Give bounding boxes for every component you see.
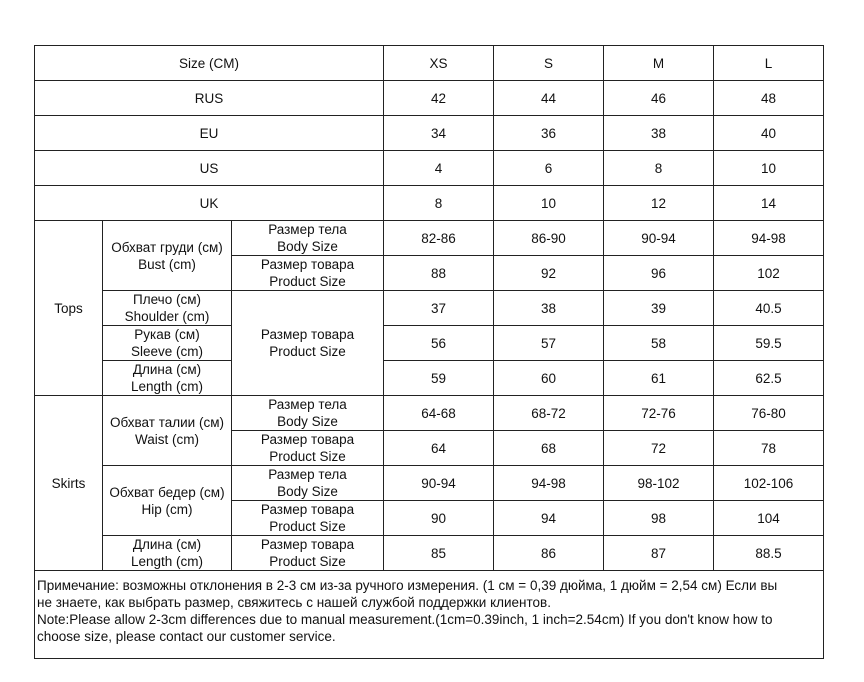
cell: 64-68 [384, 396, 494, 431]
cell: 6 [494, 151, 604, 186]
hip-measure-label: Обхват бедер (см) Hip (cm) [103, 466, 232, 536]
cell: 34 [384, 116, 494, 151]
measurement-note [35, 571, 824, 659]
rus-row [35, 81, 824, 116]
cell: 82-86 [384, 221, 494, 256]
conversion-label: UK [35, 186, 384, 221]
tops-length-row [35, 361, 824, 396]
cell: 92 [494, 256, 604, 291]
size-s-header: S [494, 46, 604, 81]
cell: 86 [494, 536, 604, 571]
bust-measure-label: Обхват груди (см) Bust (cm) [103, 221, 232, 291]
header-row [35, 46, 824, 81]
cell: 90 [384, 501, 494, 536]
cell: 90-94 [384, 466, 494, 501]
cell: 4 [384, 151, 494, 186]
cell: 12 [604, 186, 714, 221]
cell: 98-102 [604, 466, 714, 501]
product-size-label: Размер товара Product Size [232, 536, 384, 571]
cell: 94-98 [494, 466, 604, 501]
cell: 38 [494, 291, 604, 326]
tops-shoulder-row [35, 291, 824, 326]
cell: 8 [604, 151, 714, 186]
conversion-label: RUS [35, 81, 384, 116]
cell: 85 [384, 536, 494, 571]
cell: 36 [494, 116, 604, 151]
cell: 102-106 [714, 466, 824, 501]
cell: 14 [714, 186, 824, 221]
shoulder-measure-label: Плечо (см) Shoulder (cm) [103, 291, 232, 326]
cell: 10 [714, 151, 824, 186]
cell: 96 [604, 256, 714, 291]
cell: 48 [714, 81, 824, 116]
note-ru-line-1: Примечание: возможны отклонения в 2-3 см из-за ручного измерения. (1 см = 0,39 дюйма, 1 дюйм = 2,54 см) Если вы [37, 578, 778, 593]
cell: 72 [604, 431, 714, 466]
cell: 40 [714, 116, 824, 151]
tops-sleeve-row [35, 326, 824, 361]
size-m-header: M [604, 46, 714, 81]
skirts-category: Skirts [35, 396, 103, 571]
length-measure-label: Длина (см) Length (cm) [103, 361, 232, 396]
sleeve-measure-label: Рукав (см) Sleeve (cm) [103, 326, 232, 361]
cell: 86-90 [494, 221, 604, 256]
product-size-label: Размер товара Product Size [232, 431, 384, 466]
size-l-header: L [714, 46, 824, 81]
cell: 64 [384, 431, 494, 466]
cell: 90-94 [604, 221, 714, 256]
cell: 61 [604, 361, 714, 396]
cell: 46 [604, 81, 714, 116]
note-en-line-1: Note:Please allow 2-3cm differences due to manual measurement.(1cm=0.39inch, 1 inch=2.54cm) If you don't know how to [37, 612, 773, 627]
cell: 94 [494, 501, 604, 536]
cell: 40.5 [714, 291, 824, 326]
body-size-label: Размер тела Body Size [232, 396, 384, 431]
cell: 56 [384, 326, 494, 361]
cell: 88.5 [714, 536, 824, 571]
size-xs-header: XS [384, 46, 494, 81]
size-chart-table [34, 45, 824, 659]
note-ru-line-2: не знаете, как выбрать размер, свяжитесь с нашей службой поддержки клиентов. [37, 595, 551, 610]
cell: 58 [604, 326, 714, 361]
conversion-label: EU [35, 116, 384, 151]
cell: 88 [384, 256, 494, 291]
skirts-hip-body-row [35, 466, 824, 501]
tops-bust-body-row [35, 221, 824, 256]
note-en-line-2: choose size, please contact our customer service. [37, 629, 336, 644]
skirts-length-row [35, 536, 824, 571]
note-row [35, 571, 824, 659]
cell: 10 [494, 186, 604, 221]
cell: 59.5 [714, 326, 824, 361]
uk-row [35, 186, 824, 221]
cell: 68 [494, 431, 604, 466]
cell: 38 [604, 116, 714, 151]
waist-measure-label: Обхват талии (см) Waist (cm) [103, 396, 232, 466]
cell: 94-98 [714, 221, 824, 256]
cell: 60 [494, 361, 604, 396]
body-size-label: Размер тела Body Size [232, 466, 384, 501]
eu-row [35, 116, 824, 151]
cell: 57 [494, 326, 604, 361]
cell: 72-76 [604, 396, 714, 431]
cell: 62.5 [714, 361, 824, 396]
length-measure-label: Длина (см) Length (cm) [103, 536, 232, 571]
body-size-label: Размер тела Body Size [232, 221, 384, 256]
cell: 68-72 [494, 396, 604, 431]
cell: 104 [714, 501, 824, 536]
cell: 76-80 [714, 396, 824, 431]
cell: 59 [384, 361, 494, 396]
tops-category: Tops [35, 221, 103, 396]
cell: 8 [384, 186, 494, 221]
cell: 44 [494, 81, 604, 116]
cell: 87 [604, 536, 714, 571]
cell: 78 [714, 431, 824, 466]
us-row [35, 151, 824, 186]
cell: 39 [604, 291, 714, 326]
size-header-label: Size (CM) [35, 46, 384, 81]
product-size-label: Размер товара Product Size [232, 501, 384, 536]
product-size-label: Размер товара Product Size [232, 256, 384, 291]
product-size-label: Размер товара Product Size [232, 291, 384, 396]
cell: 98 [604, 501, 714, 536]
cell: 102 [714, 256, 824, 291]
conversion-label: US [35, 151, 384, 186]
cell: 37 [384, 291, 494, 326]
skirts-waist-body-row [35, 396, 824, 431]
cell: 42 [384, 81, 494, 116]
